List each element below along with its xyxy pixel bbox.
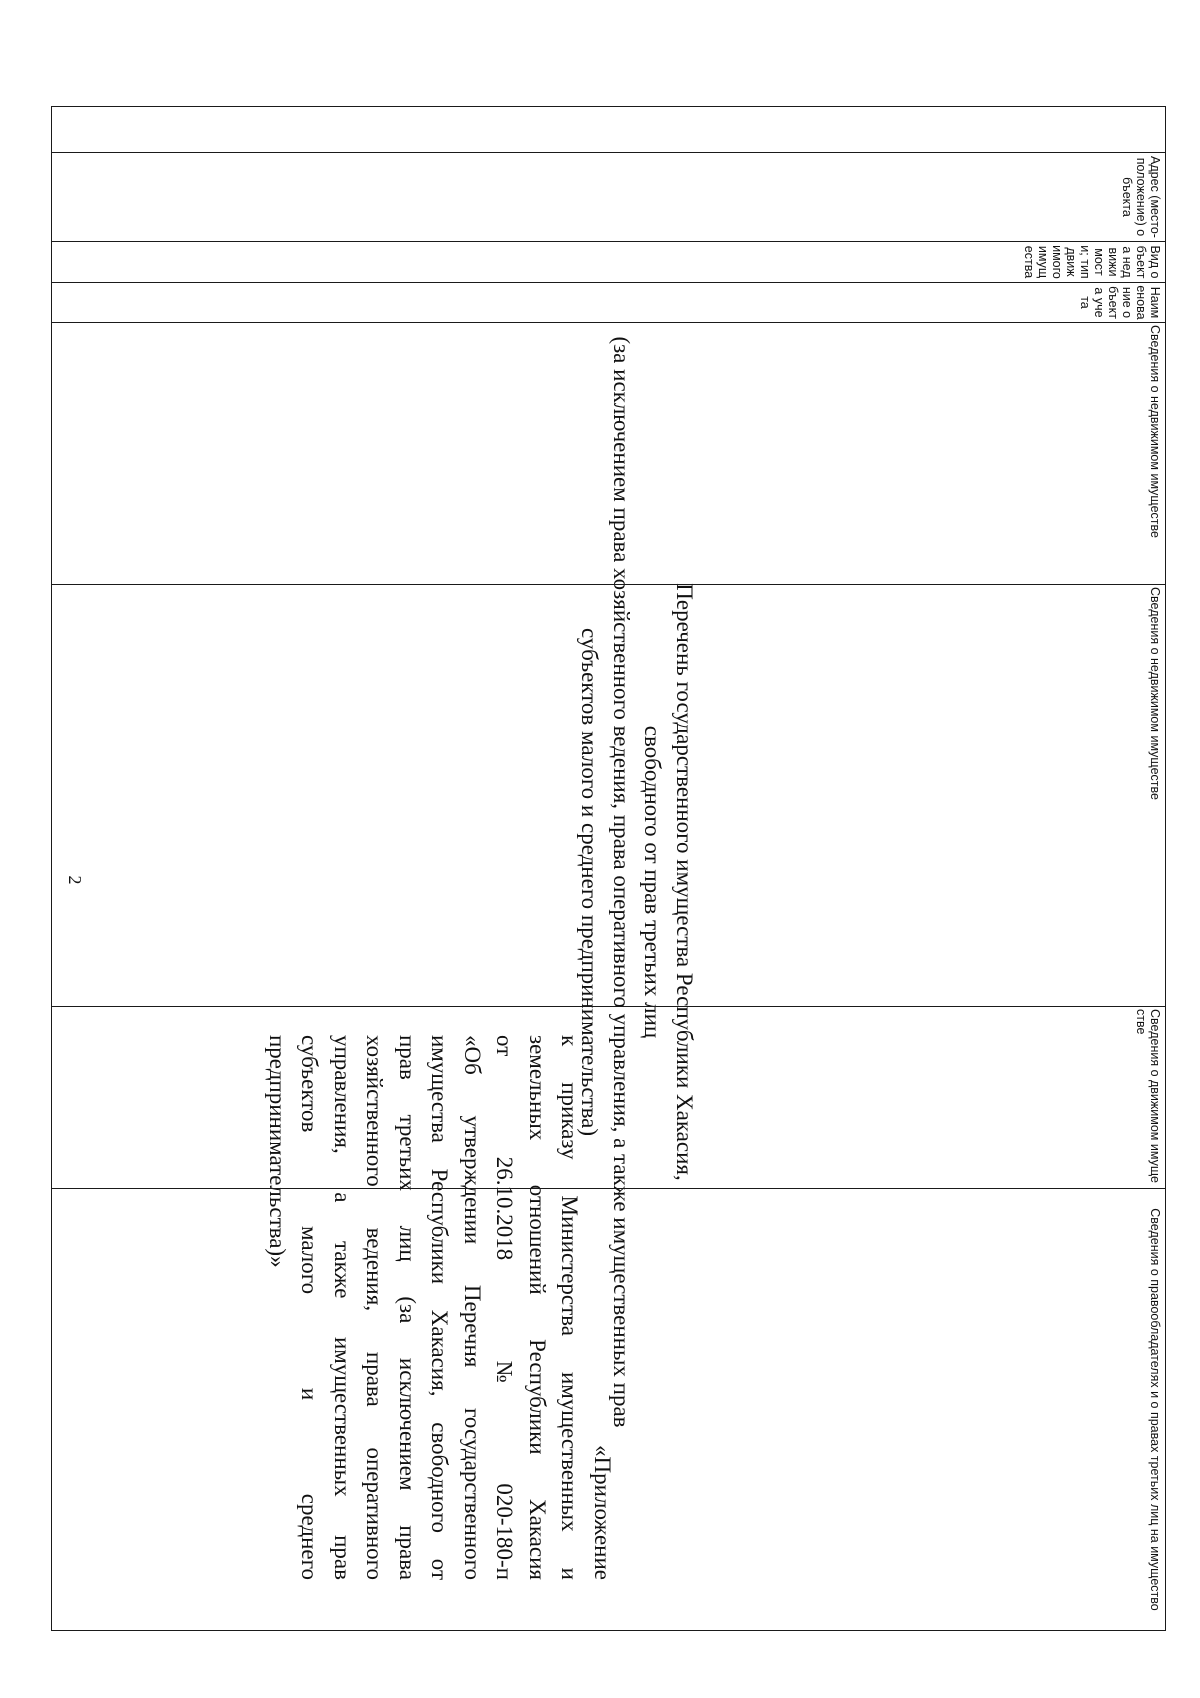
appendix-heading: «Приложение [590, 1445, 615, 1580]
header-cell-object-type: Вид объекта недвижимости; тип движимого имущества [52, 242, 1166, 283]
appendix-line: предпринимательства)» [265, 1035, 290, 1268]
header-cell-movable: Сведения о движимом имуществе [52, 1007, 1166, 1189]
appendix-line: к приказу Министерства имущественных и [557, 1035, 583, 1580]
title-line: субъектов малого и среднего предпринимательства) [577, 627, 603, 1137]
property-table [51, 106, 1166, 1631]
appendix-word: субъектов [297, 1035, 323, 1133]
appendix-line: управления, а также имущественных прав [330, 1035, 355, 1580]
header-cell-address: Адрес (место-положение) объекта [52, 153, 1166, 242]
header-cell-accounting-name: Наименование объекта учета [52, 283, 1166, 323]
title-line: (за исключением права хозяйственного ведения, права оперативного управления, а также имущественных прав [609, 336, 634, 1428]
appendix-line: прав третьих лиц (за исключением права [395, 1035, 420, 1580]
date-prefix: от [492, 1035, 518, 1057]
order-date: 26.10.2018 [492, 1156, 518, 1261]
appendix-line: «Об утверждении Перечня государственного [460, 1035, 485, 1580]
header-cell-rightholders: Сведения о правообладателях и о правах третьих лиц на имущество [52, 1189, 1166, 1631]
title-line: Перечень государственного имущества Республики Хакасия, [672, 583, 697, 1181]
header-cell-real-estate: Сведения о недвижимом имуществе [52, 323, 1166, 585]
appendix-word: среднего [297, 1493, 323, 1580]
header-cell-empty [52, 107, 1166, 153]
appendix-line: хозяйственного ведения, права оперативного [362, 1035, 388, 1580]
appendix-line: имущества Республики Хакасия, свободного от [427, 1035, 453, 1580]
table-header-row [52, 107, 1166, 1631]
order-number: 020-180-п [492, 1483, 518, 1580]
page-number: 2 [65, 875, 85, 885]
title-line: свободного от прав третьих лиц [640, 725, 666, 1039]
appendix-word: малого [297, 1225, 323, 1295]
appendix-line: земельных отношений Республики Хакасия [525, 1035, 550, 1580]
number-sign: № [492, 1360, 518, 1383]
appendix-word: и [297, 1387, 323, 1401]
header-cell-real-estate-2: Сведения о недвижимом имуществе [52, 585, 1166, 1007]
